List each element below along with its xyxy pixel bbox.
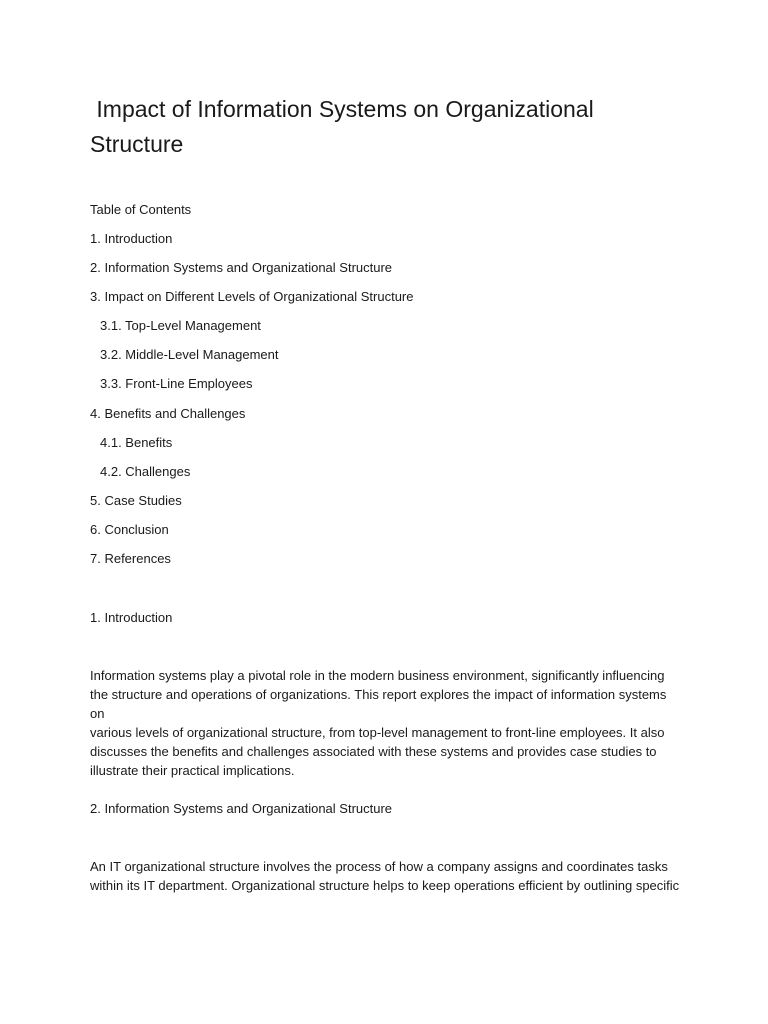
section-heading-introduction: 1. Introduction bbox=[90, 610, 173, 625]
toc-item-conclusion: 6. Conclusion bbox=[90, 521, 169, 537]
document-title: Impact of Information Systems on Organizational Structure bbox=[90, 96, 594, 157]
toc-item-challenges: 4.2. Challenges bbox=[100, 463, 191, 479]
toc-item-front-line-employees: 3.3. Front-Line Employees bbox=[100, 376, 253, 392]
toc-item-introduction: 1. Introduction bbox=[90, 231, 173, 246]
table-of-contents bbox=[90, 230, 413, 579]
section-paragraph-information-systems: An IT organizational structure involves the process of how a company assigns and coordinates tasks within its IT department. Organizational structure helps to keep operations efficient by outlining specific bbox=[90, 859, 680, 893]
section-heading-information-systems: 2. Information Systems and Organizational Structure bbox=[90, 801, 393, 816]
toc-item-benefits-and-challenges: 4. Benefits and Challenges bbox=[90, 405, 246, 421]
toc-item-information-systems: 2. Information Systems and Organizational Structure bbox=[90, 260, 393, 276]
toc-heading: Table of Contents bbox=[90, 202, 192, 217]
toc-item-references: 7. References bbox=[90, 551, 171, 567]
toc-item-impact-on-levels: 3. Impact on Different Levels of Organizational Structure bbox=[90, 289, 414, 305]
section-paragraph-introduction: Information systems play a pivotal role in the modern business environment, significantly influencing the structure and operations of organizations. This report explores the impact of information systems on various levels of organizational structure, from top-level management to front-line employees. It also discusses the benefits and challenges associated with these systems and provides case studies to illustrate their practical implications. bbox=[90, 668, 667, 778]
toc-item-top-level-management: 3.1. Top-Level Management bbox=[100, 318, 261, 334]
toc-item-benefits: 4.1. Benefits bbox=[100, 434, 173, 450]
toc-item-case-studies: 5. Case Studies bbox=[90, 492, 182, 508]
toc-item-middle-level-management: 3.2. Middle-Level Management bbox=[100, 347, 279, 363]
